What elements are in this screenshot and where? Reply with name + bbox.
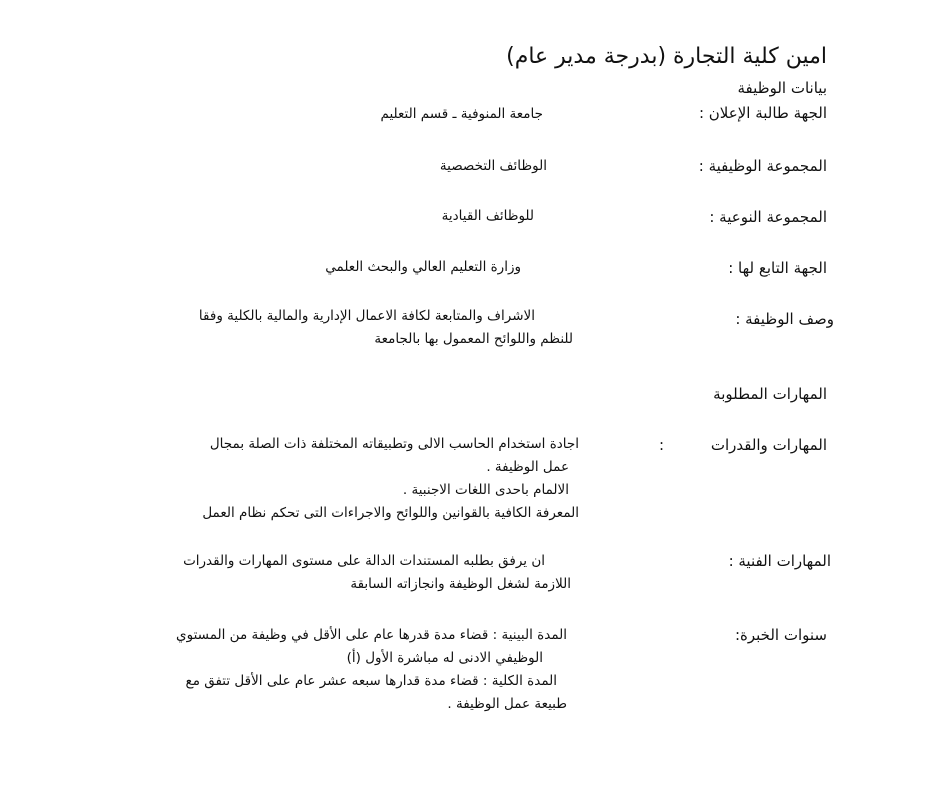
experience-label: سنوات الخبرة:	[734, 626, 827, 644]
skills-line: المعرفة الكافية بالقوانين واللوائح والاجراءات التى تحكم نظام العمل	[202, 505, 579, 521]
experience-text	[47, 624, 567, 716]
quality-group-value: للوظائف القيادية	[441, 208, 534, 224]
skills-line: اجادة استخدام الحاسب الالى وتطبيقاته المختلفة ذات الصلة بمجال	[209, 436, 579, 452]
job-description-text	[53, 305, 573, 351]
page-title: امين كلية التجارة (بدرجة مدير عام)	[506, 44, 827, 69]
affiliated-to-label: الجهة التابع لها :	[728, 259, 827, 277]
technical-skills-line: ان يرفق بطلبه المستندات الدالة على مستوى المهارات والقدرات	[183, 553, 545, 569]
job-group-value: الوظائف التخصصية	[439, 158, 547, 174]
experience-line: المدة الكلية : قضاء مدة قدارها سبعه عشر عام على الأقل تتفق مع	[185, 673, 557, 689]
job-description-label: وصف الوظيفة :	[735, 310, 834, 328]
skills-line: عمل الوظيفة .	[486, 459, 569, 475]
technical-skills-text	[51, 550, 571, 596]
experience-line: الوظيفي الادنى له مباشرة الأول (أ)	[346, 650, 543, 666]
job-group-label: المجموعة الوظيفية :	[698, 157, 827, 175]
affiliated-to-value: وزارة التعليم العالي والبحث العلمي	[325, 259, 521, 275]
experience-line: طبيعة عمل الوظيفة .	[447, 696, 567, 712]
section-subtitle: بيانات الوظيفة	[737, 79, 827, 97]
technical-skills-label: المهارات الفنية :	[728, 552, 831, 570]
quality-group-label: المجموعة النوعية :	[709, 208, 827, 226]
technical-skills-line: اللازمة لشغل الوظيفة وانجازاته السابقة	[350, 576, 571, 592]
experience-line: المدة البينية : قضاء مدة قدرها عام على الأقل في وظيفة من المستوي	[176, 627, 567, 643]
advertiser-value: جامعة المنوفية ـ قسم التعليم	[380, 106, 543, 122]
skills-abilities-label: المهارات والقدرات	[710, 436, 827, 454]
skills-line: الالمام باحدى اللغات الاجنبية .	[402, 482, 569, 498]
required-skills-heading: المهارات المطلوبة	[713, 385, 827, 403]
skills-abilities-colon: :	[658, 436, 664, 454]
job-description-line: الاشراف والمتابعة لكافة الاعمال الإدارية والمالية بالكلية وفقا	[198, 308, 535, 324]
advertiser-label: الجهة طالبة الإعلان :	[698, 104, 827, 122]
skills-abilities-text	[59, 433, 579, 525]
job-description-line: للنظم واللوائح المعمول بها بالجامعة	[374, 331, 573, 347]
